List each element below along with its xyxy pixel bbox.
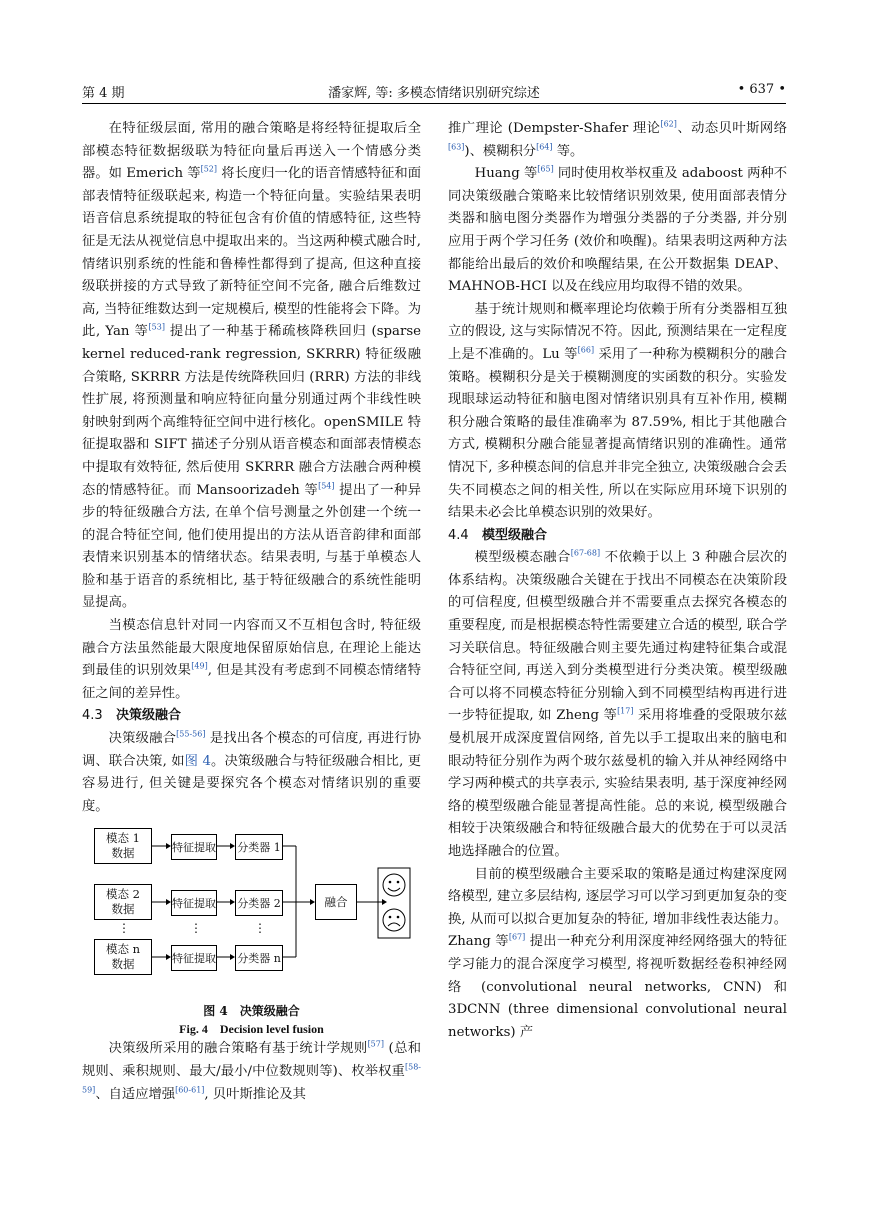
citation[interactable]: [64] [536, 142, 553, 152]
paragraph-continued: 推广理论 (Dempster-Shafer 理论[62]、动态贝叶斯网络[63])、模糊积分[64] 等。 [448, 119, 787, 159]
issue-number: 第 4 期 [82, 86, 125, 101]
ellipsis: ⋮ [254, 921, 266, 936]
page-number: • 637 • [737, 82, 786, 97]
paragraph-model-level: 模型级模态融合[67-68] 不依赖于以上 3 种融合层次的体系结构。决策级融合关键在于找出不同模态在决策阶段的可信程度, 但模型级融合并不需要重点去探究各模态的重要程度, 而是根据模态特性需要建立合适的模型, 联合学习关联信息。特征级融合则主要先通过构建特征集合或混合特征空间, 再送入到分类模型进行分类决策。模型级融合可以将不同模态特征分别输入到不同模型结构再进行进一步特征提取, 如 Zheng 等[17] 采用将堆叠的受限玻尔兹曼机展开成深度置信网络, 首先以手工提取出来的脑电和眼动特征分别作为两个玻尔兹曼机的输入并从神经网络中学习两种模式的共享表示, 实验结果表明, 基于深度神经网络的模型级融合能显著提高性能。总的来说, 模型级融合相较于决策级融合和特征级融合最大的优势在于可以灵活地选择融合的位置。 [448, 548, 788, 859]
citation[interactable]: [66] [577, 345, 595, 355]
figure-link[interactable]: 图 4 [184, 753, 211, 769]
classifier-2-box: 分类器 2 [235, 890, 283, 916]
ellipsis: ⋮ [190, 921, 202, 936]
header-rule [82, 103, 786, 104]
paragraph-decision-strategies: 决策级所采用的融合策略有基于统计学规则[57] (总和规则、乘积规则、最大/最小/中位数规则等)、枚举权重[58-59]、自适应增强[60-61], 贝叶斯推论及其 [82, 1039, 421, 1102]
running-header [82, 82, 786, 104]
citation[interactable]: [67-68] [570, 548, 601, 558]
paragraph-lu: 基于统计规则和概率理论均依赖于所有分类器相互独立的假设, 这与实际情况不符。因此, 预测结果在一定程度上是不准确的。Lu 等[66] 采用了一种称为模糊积分的融合策略。模糊积分是关于模糊测度的实函数的积分。实验发现眼球运动特征和脑电图对情绪识别具有互补作用, 模糊积分融合策略的最佳准确率为 87.59%, 相比于其他融合方式, 模糊积分融合能显著提高情绪识别的准确性。通常情况下, 多种模态间的信息并非完全独立, 决策级融合会丢失不同模态之间的相关性, 所以在实际应用环境下识别的结果未必会比单模态识别的效果好。 [448, 301, 787, 521]
ellipsis: ⋮ [118, 921, 130, 936]
modality-n-box: 模态 n 数据 [94, 939, 152, 975]
figure-caption-en: Fig. 4 Decision level fusion [179, 1022, 324, 1037]
citation[interactable]: [62] [660, 119, 677, 129]
paragraph-zhang: 目前的模型级融合主要采取的策略是通过构建深度网络模型, 建立多层结构, 逐层学习可以学习到更加复杂的变换, 从而可以拟合更加复杂的特征, 增加非线性表达能力。Zhang 等[67] 提出一种充分利用深度神经网络强大的特征学习能力的混合深度学习模型, 将视听数据经卷积神经网络 (convolutional neural networks, CNN) 和 3DCNN (three dimensional convolutional neural networks) 产 [448, 866, 787, 1040]
classifier-1-box: 分类器 1 [235, 834, 283, 860]
feature-extraction-box-2: 特征提取 [171, 890, 217, 916]
paragraph-feature-level: 在特征级层面, 常用的融合策略是将经特征提取后全部模态特征数据级联为特征向量后再送入一个情感分类器。如 Emerich 等[52] 将长度归一化的语音情感特征和面部表情特征级联起来, 构造一个特征向量。实验结果表明语音信息系统提取的特征包含有价值的情感特征, 这些特征是无法从视觉信息中提取出来的。当这两种模式融合时, 情绪识别系统的性能和鲁棒性都得到了提高, 但这种直接级联拼接的方式导致了新特征空间不完备, 融合后维数过高, 当特征维数达到一定规模后, 模型的性能将会下降。为此, Yan 等[53] 提出了一种基于稀疏核降秩回归 (sparse kernel reduced-rank regression, SKRRR) 特征级融合策略, SKRRR 方法是传统降秩回归 (RRR) 方法的非线性扩展, 将预测量和响应特征向量分别通过两个非线性映射映射到两个高维特征空间中进行核化。openSMILE 特征提取器和 SIFT 描述子分别从语音模态和面部表情模态中提取有效特征, 然后使用 SKRRR 融合方法融合两种模态的情感特征。而 Mansoorizadeh 等[54] 提出了一种异步的特征级融合方法, 在单个信号测量之外创建一个统一的混合特征空间, 他们使用提出的方法从语音韵律和面部表情来识别基本的情绪状态。结果表明, 与基于单模态人脸和基于语音的系统相比, 基于特征级融合的系统性能明显提高。 [82, 121, 422, 611]
feature-extraction-box-n: 特征提取 [171, 945, 217, 971]
citation[interactable]: [52] [200, 164, 217, 174]
citation[interactable]: [54] [318, 481, 335, 491]
feature-extraction-box-1: 特征提取 [171, 834, 217, 860]
figure-caption-cn: 图 4 决策级融合 [203, 1004, 300, 1019]
running-title: 潘家辉, 等: 多模态情绪识别研究综述 [328, 86, 540, 101]
classifier-n-box: 分类器 n [235, 945, 283, 971]
citation[interactable]: [17] [617, 707, 634, 717]
citation[interactable]: [63] [448, 142, 465, 152]
citation[interactable]: [58-59] [82, 1062, 421, 1095]
citation[interactable]: [53] [148, 322, 165, 332]
right-column [448, 118, 787, 1044]
modality-1-box: 模态 1 数据 [94, 828, 152, 864]
citation[interactable]: [49] [191, 661, 208, 671]
paragraph-decision-level: 决策级融合[55-56] 是找出各个模态的可信度, 再进行协调、联合决策, 如图 4。决策级融合与特征级融合相比, 更容易进行, 但关键是要探究各个模态对情绪识别的重要度。 [82, 729, 422, 814]
paragraph-feature-limit: 当模态信息针对同一内容而又不互相包含时, 特征级融合方法虽然能最大限度地保留原始信息, 在理论上能达到最佳的识别效果[49], 但是其没有考虑到不同模态情绪特征之间的差异性。 [82, 618, 422, 701]
section-heading-4-4: 4.4 模型级融合 [448, 527, 548, 543]
paragraph-huang: Huang 等[65] 同时使用枚举权重及 adaboost 两种不同决策级融合策略来比较情绪识别效果, 使用面部表情分类器和脑电图分类器作为增强分类器的子分类器, 并分别应用于两个学习任务 (效价和唤醒)。结果表明这两种方法都能给出最后的效价和唤醒结果, 在公开数据集 DEAP、MAHNOB-HCI 以及在线应用均取得不错的效果。 [448, 164, 788, 295]
citation[interactable]: [57] [367, 1039, 384, 1049]
citation[interactable]: [65] [537, 164, 554, 174]
citation[interactable]: [60-61] [175, 1085, 205, 1095]
left-column [82, 118, 421, 1106]
section-heading-4-3: 4.3 决策级融合 [82, 708, 182, 724]
citation[interactable]: [55-56] [176, 729, 206, 739]
modality-2-box: 模态 2 数据 [94, 884, 152, 920]
citation[interactable]: [67] [508, 932, 526, 942]
fusion-box: 融合 [315, 884, 357, 920]
figure-4-diagram [82, 826, 421, 998]
